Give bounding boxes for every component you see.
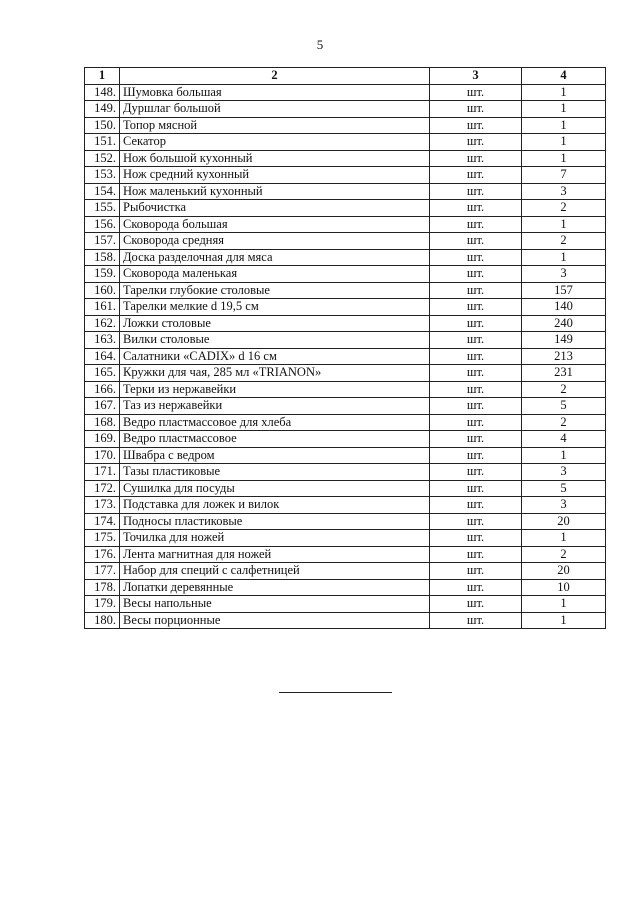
table-row <box>85 365 606 382</box>
quantity-cell: 1 <box>522 150 606 167</box>
quantity-cell: 1 <box>522 134 606 151</box>
item-name-cell: Лопатки деревянные <box>120 579 430 596</box>
quantity-cell: 1 <box>522 596 606 613</box>
unit-cell: шт. <box>430 579 522 596</box>
table-row <box>85 183 606 200</box>
item-name-cell: Ложки столовые <box>120 315 430 332</box>
quantity-cell: 5 <box>522 480 606 497</box>
unit-cell: шт. <box>430 348 522 365</box>
item-name-cell: Точилка для ножей <box>120 530 430 547</box>
row-number-cell: 170. <box>85 447 120 464</box>
quantity-cell: 157 <box>522 282 606 299</box>
quantity-cell: 20 <box>522 513 606 530</box>
item-name-cell: Нож средний кухонный <box>120 167 430 184</box>
table-row <box>85 480 606 497</box>
table-row <box>85 513 606 530</box>
table-row <box>85 117 606 134</box>
unit-cell: шт. <box>430 167 522 184</box>
table-row <box>85 150 606 167</box>
quantity-cell: 231 <box>522 365 606 382</box>
quantity-cell: 4 <box>522 431 606 448</box>
unit-cell: шт. <box>430 480 522 497</box>
row-number-cell: 151. <box>85 134 120 151</box>
unit-cell: шт. <box>430 530 522 547</box>
end-divider-line <box>279 692 392 693</box>
table-row <box>85 464 606 481</box>
item-name-cell: Тазы пластиковые <box>120 464 430 481</box>
item-name-cell: Тарелки глубокие столовые <box>120 282 430 299</box>
unit-cell: шт. <box>430 612 522 629</box>
row-number-cell: 155. <box>85 200 120 217</box>
row-number-cell: 169. <box>85 431 120 448</box>
table-row <box>85 381 606 398</box>
unit-cell: шт. <box>430 150 522 167</box>
table-row <box>85 299 606 316</box>
unit-cell: шт. <box>430 381 522 398</box>
row-number-cell: 156. <box>85 216 120 233</box>
quantity-cell: 10 <box>522 579 606 596</box>
table-row <box>85 84 606 101</box>
row-number-cell: 167. <box>85 398 120 415</box>
unit-cell: шт. <box>430 84 522 101</box>
page-number: 5 <box>316 37 324 52</box>
item-name-cell: Сковорода маленькая <box>120 266 430 283</box>
quantity-cell: 5 <box>522 398 606 415</box>
unit-cell: шт. <box>430 464 522 481</box>
unit-cell: шт. <box>430 117 522 134</box>
unit-cell: шт. <box>430 134 522 151</box>
table-row <box>85 431 606 448</box>
row-number-cell: 153. <box>85 167 120 184</box>
row-number-cell: 152. <box>85 150 120 167</box>
inventory-table <box>84 67 606 629</box>
quantity-cell: 3 <box>522 183 606 200</box>
header-col-1: 1 <box>85 68 120 85</box>
row-number-cell: 179. <box>85 596 120 613</box>
unit-cell: шт. <box>430 249 522 266</box>
row-number-cell: 176. <box>85 546 120 563</box>
table-body <box>85 84 606 629</box>
unit-cell: шт. <box>430 596 522 613</box>
item-name-cell: Салатники «CADIX» d 16 см <box>120 348 430 365</box>
header-row <box>85 68 606 85</box>
row-number-cell: 149. <box>85 101 120 118</box>
quantity-cell: 240 <box>522 315 606 332</box>
row-number-cell: 161. <box>85 299 120 316</box>
item-name-cell: Набор для специй с салфетницей <box>120 563 430 580</box>
table-row <box>85 249 606 266</box>
item-name-cell: Весы порционные <box>120 612 430 629</box>
row-number-cell: 174. <box>85 513 120 530</box>
unit-cell: шт. <box>430 414 522 431</box>
quantity-cell: 1 <box>522 447 606 464</box>
quantity-cell: 3 <box>522 464 606 481</box>
item-name-cell: Весы напольные <box>120 596 430 613</box>
table-row <box>85 563 606 580</box>
quantity-cell: 1 <box>522 249 606 266</box>
quantity-cell: 1 <box>522 117 606 134</box>
item-name-cell: Доска разделочная для мяса <box>120 249 430 266</box>
quantity-cell: 1 <box>522 530 606 547</box>
item-name-cell: Секатор <box>120 134 430 151</box>
quantity-cell: 2 <box>522 381 606 398</box>
table-row <box>85 315 606 332</box>
table-row <box>85 596 606 613</box>
item-name-cell: Сковорода средняя <box>120 233 430 250</box>
row-number-cell: 159. <box>85 266 120 283</box>
unit-cell: шт. <box>430 563 522 580</box>
table-row <box>85 282 606 299</box>
header-col-4: 4 <box>522 68 606 85</box>
table-row <box>85 414 606 431</box>
table-row <box>85 579 606 596</box>
item-name-cell: Кружки для чая, 285 мл «TRIANON» <box>120 365 430 382</box>
table-row <box>85 332 606 349</box>
item-name-cell: Ведро пластмассовое <box>120 431 430 448</box>
row-number-cell: 158. <box>85 249 120 266</box>
item-name-cell: Шумовка большая <box>120 84 430 101</box>
row-number-cell: 164. <box>85 348 120 365</box>
row-number-cell: 166. <box>85 381 120 398</box>
table-row <box>85 200 606 217</box>
quantity-cell: 3 <box>522 266 606 283</box>
item-name-cell: Терки из нержавейки <box>120 381 430 398</box>
row-number-cell: 177. <box>85 563 120 580</box>
header-col-3: 3 <box>430 68 522 85</box>
row-number-cell: 148. <box>85 84 120 101</box>
quantity-cell: 3 <box>522 497 606 514</box>
item-name-cell: Швабра с ведром <box>120 447 430 464</box>
unit-cell: шт. <box>430 365 522 382</box>
table-row <box>85 101 606 118</box>
quantity-cell: 1 <box>522 101 606 118</box>
row-number-cell: 178. <box>85 579 120 596</box>
unit-cell: шт. <box>430 200 522 217</box>
table-row <box>85 530 606 547</box>
item-name-cell: Сковорода большая <box>120 216 430 233</box>
item-name-cell: Топор мясной <box>120 117 430 134</box>
unit-cell: шт. <box>430 513 522 530</box>
unit-cell: шт. <box>430 233 522 250</box>
quantity-cell: 2 <box>522 200 606 217</box>
row-number-cell: 154. <box>85 183 120 200</box>
row-number-cell: 163. <box>85 332 120 349</box>
item-name-cell: Таз из нержавейки <box>120 398 430 415</box>
item-name-cell: Подставка для ложек и вилок <box>120 497 430 514</box>
table-row <box>85 233 606 250</box>
item-name-cell: Вилки столовые <box>120 332 430 349</box>
item-name-cell: Дуршлаг большой <box>120 101 430 118</box>
row-number-cell: 173. <box>85 497 120 514</box>
quantity-cell: 1 <box>522 84 606 101</box>
row-number-cell: 175. <box>85 530 120 547</box>
item-name-cell: Лента магнитная для ножей <box>120 546 430 563</box>
unit-cell: шт. <box>430 497 522 514</box>
table-row <box>85 134 606 151</box>
unit-cell: шт. <box>430 299 522 316</box>
table-row <box>85 398 606 415</box>
table-row <box>85 497 606 514</box>
unit-cell: шт. <box>430 431 522 448</box>
table-row <box>85 348 606 365</box>
item-name-cell: Нож большой кухонный <box>120 150 430 167</box>
unit-cell: шт. <box>430 101 522 118</box>
unit-cell: шт. <box>430 546 522 563</box>
table-row <box>85 167 606 184</box>
item-name-cell: Нож маленький кухонный <box>120 183 430 200</box>
unit-cell: шт. <box>430 398 522 415</box>
header-col-2: 2 <box>120 68 430 85</box>
unit-cell: шт. <box>430 315 522 332</box>
quantity-cell: 2 <box>522 233 606 250</box>
row-number-cell: 180. <box>85 612 120 629</box>
unit-cell: шт. <box>430 332 522 349</box>
item-name-cell: Тарелки мелкие d 19,5 см <box>120 299 430 316</box>
row-number-cell: 162. <box>85 315 120 332</box>
row-number-cell: 165. <box>85 365 120 382</box>
unit-cell: шт. <box>430 183 522 200</box>
item-name-cell: Сушилка для посуды <box>120 480 430 497</box>
quantity-cell: 1 <box>522 216 606 233</box>
item-name-cell: Рыбочистка <box>120 200 430 217</box>
table-header <box>85 68 606 85</box>
quantity-cell: 140 <box>522 299 606 316</box>
quantity-cell: 2 <box>522 414 606 431</box>
item-name-cell: Подносы пластиковые <box>120 513 430 530</box>
quantity-cell: 149 <box>522 332 606 349</box>
quantity-cell: 20 <box>522 563 606 580</box>
table-row <box>85 216 606 233</box>
item-name-cell: Ведро пластмассовое для хлеба <box>120 414 430 431</box>
table-row <box>85 546 606 563</box>
quantity-cell: 7 <box>522 167 606 184</box>
table-row <box>85 447 606 464</box>
row-number-cell: 172. <box>85 480 120 497</box>
unit-cell: шт. <box>430 216 522 233</box>
quantity-cell: 213 <box>522 348 606 365</box>
row-number-cell: 150. <box>85 117 120 134</box>
quantity-cell: 1 <box>522 612 606 629</box>
row-number-cell: 157. <box>85 233 120 250</box>
table-row <box>85 266 606 283</box>
unit-cell: шт. <box>430 266 522 283</box>
row-number-cell: 171. <box>85 464 120 481</box>
unit-cell: шт. <box>430 282 522 299</box>
unit-cell: шт. <box>430 447 522 464</box>
table-row <box>85 612 606 629</box>
quantity-cell: 2 <box>522 546 606 563</box>
row-number-cell: 168. <box>85 414 120 431</box>
row-number-cell: 160. <box>85 282 120 299</box>
